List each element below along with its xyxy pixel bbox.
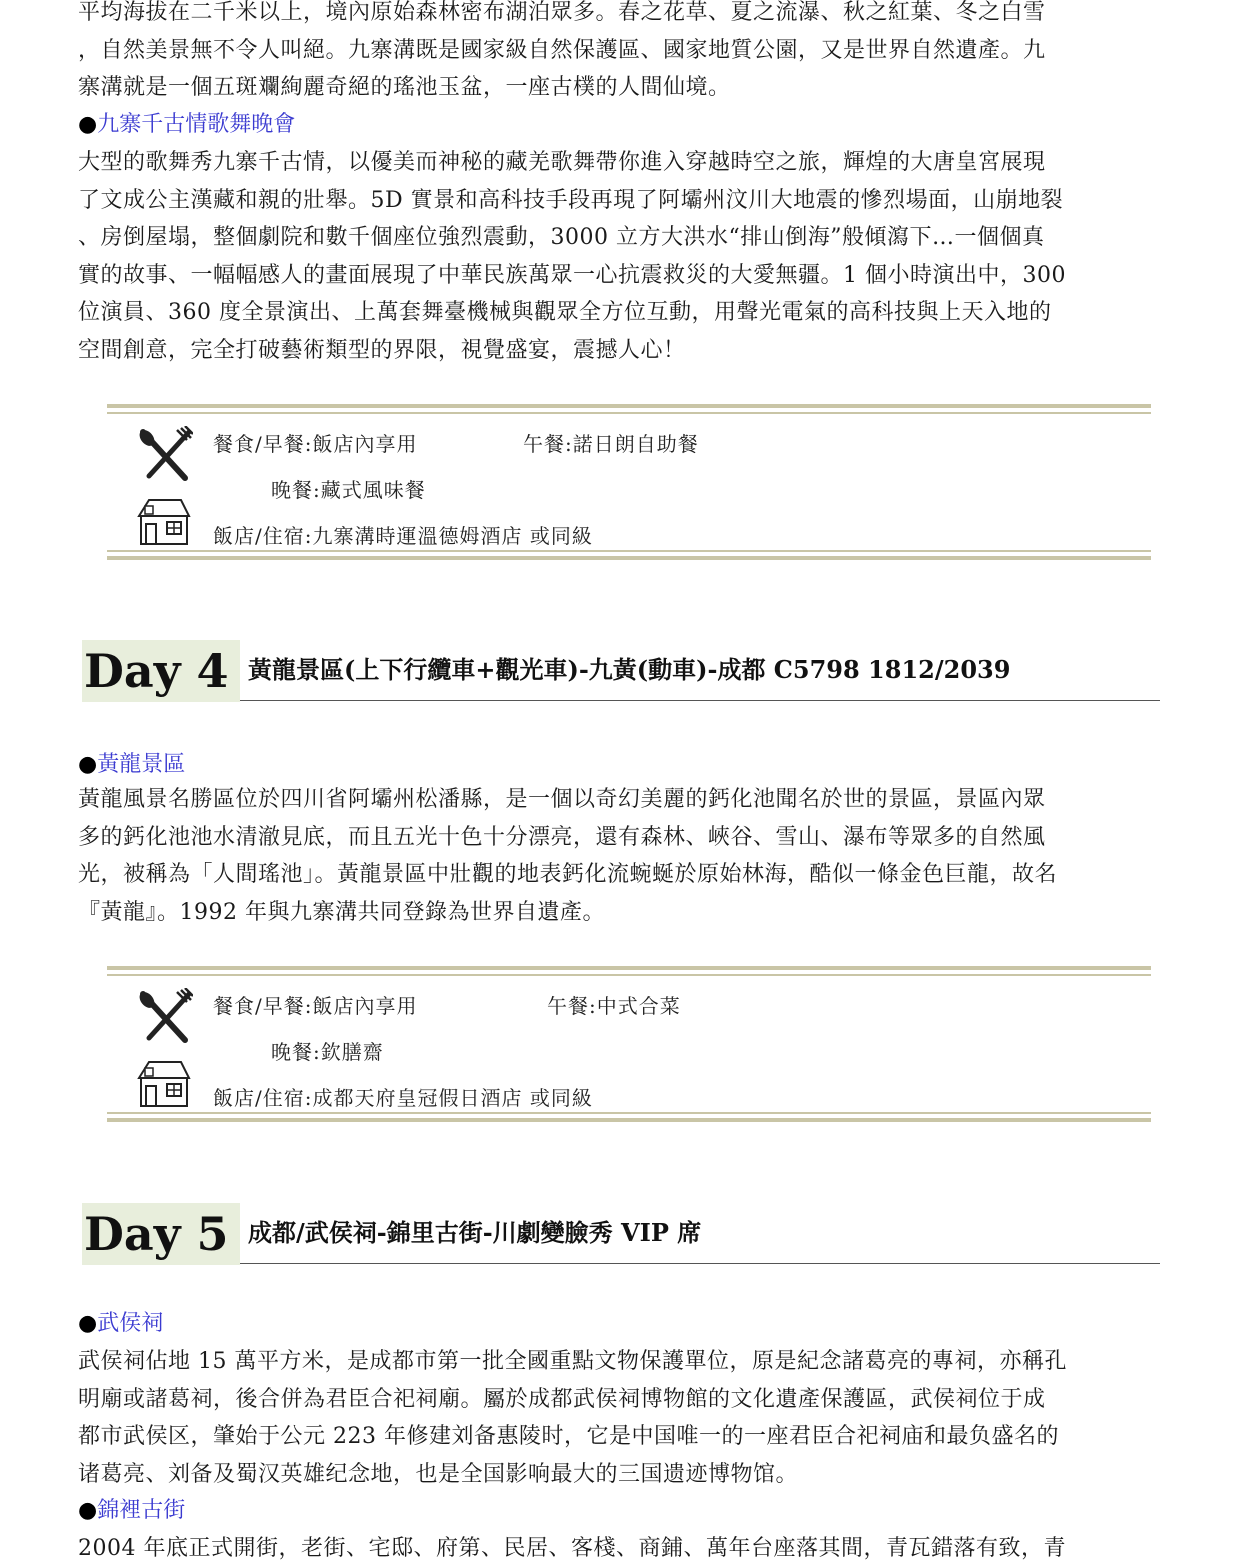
paragraph-line: 了文成公主漢藏和親的壯舉。5D 實景和高科技手段再現了阿壩州汶川大地震的慘烈場面，山崩地裂 (78, 187, 1064, 213)
paragraph-line: ，自然美景無不令人叫絕。九寨溝既是國家級自然保護區、國家地質公園，又是世界自然遺產。九 (78, 37, 1046, 63)
bullet-icon: ● (78, 112, 98, 137)
day-title: 黃龍景區(上下行纜車+觀光車)-九黃(動車)-成都 C5798 1812/2039 (248, 655, 1011, 684)
bottom-rule (107, 550, 1151, 560)
day-label: Day 4 (82, 640, 240, 702)
house-icon (137, 1058, 191, 1113)
paragraph-line: 、房倒屋塌，整個劇院和數千個座位強烈震動，3000 立方大洪水“排山倒海”般傾瀉下…一個個真 (78, 225, 1045, 250)
jinli-heading-title: 錦裡古街 (97, 1498, 186, 1523)
bullet-icon: ● (78, 752, 98, 777)
paragraph-line: 光，被稱為「人間瑤池」。黃龍景區中壯觀的地表鈣化流蜿蜒於原始林海，酷似一條金色巨龍，故名 (78, 862, 1058, 887)
wuhou-paragraph (78, 1343, 1168, 1493)
show-heading-title: 九寨千古情歌舞晚會 (97, 112, 296, 137)
paragraph-line: 都市武侯区，肇始于公元 223 年修建刘备惠陵时，它是中国唯一的一座君臣合祀祠庙和最负盛名的 (78, 1424, 1059, 1449)
paragraph-line: 平均海拔在二千米以上，境內原始森林密布湖泊眾多。春之花草、夏之流瀑、秋之紅葉、冬之白雪 (78, 0, 1046, 25)
day-underline (240, 1263, 1160, 1264)
bottom-rule (107, 1112, 1151, 1122)
bullet-icon: ● (78, 1498, 98, 1523)
meal-hotel-box-day4 (107, 966, 1151, 1122)
paragraph-line: 寨溝就是一個五斑斕絢麗奇絕的瑤池玉盆，一座古樸的人間仙境。 (78, 75, 731, 100)
jinli-heading (78, 1496, 185, 1526)
paragraph-line: 實的故事、一幅幅感人的畫面展現了中華民族萬眾一心抗震救災的大愛無疆。1 個小時演出中，300 (78, 262, 1066, 288)
jiuzhaigou-paragraph (78, 0, 1168, 107)
top-rule (107, 404, 1151, 414)
dinner-text: 晚餐:欽膳齋 (271, 1040, 384, 1064)
show-paragraph (78, 144, 1168, 369)
paragraph-line: 黃龍風景名勝區位於四川省阿壩州松潘縣，是一個以奇幻美麗的鈣化池聞名於世的景區，景區內眾 (78, 787, 1046, 812)
fork-knife-icon (137, 988, 193, 1051)
day-5-header (82, 1203, 1160, 1265)
paragraph-line: 『黃龍』。1992 年與九寨溝共同登錄為世界自遺產。 (78, 899, 605, 925)
show-heading (78, 110, 295, 140)
paragraph-line: 2004 年底正式開街，老街、宅邸、府第、民居、客棧、商鋪、萬年台座落其間，青瓦錯落有致，青 (78, 1536, 1066, 1561)
paragraph-line: 空間創意，完全打破藝術類型的界限，視覺盛宴，震撼人心！ (78, 337, 686, 363)
wuhou-heading-title: 武侯祠 (97, 1311, 164, 1336)
fork-knife-icon (137, 426, 193, 489)
wuhou-heading (78, 1309, 163, 1339)
huanglong-heading-title: 黃龍景區 (97, 752, 186, 777)
hotel-text: 飯店/住宿:成都天府皇冠假日酒店 或同級 (213, 1086, 593, 1110)
house-icon (137, 496, 191, 551)
breakfast-text: 餐食/早餐:飯店內享用 (213, 432, 418, 456)
day-4-header (82, 640, 1160, 702)
day-title: 成都/武侯祠-錦里古街-川劇變臉秀 VIP 席 (248, 1218, 702, 1247)
hotel-text: 飯店/住宿:九寨溝時運溫德姆酒店 或同級 (213, 524, 593, 548)
day-label: Day 5 (82, 1203, 240, 1265)
huanglong-paragraph (78, 781, 1168, 931)
paragraph-line: 多的鈣化池池水清澈見底，而且五光十色十分漂亮，還有森林、峽谷、雪山、瀑布等眾多的自然風 (78, 824, 1046, 850)
paragraph-line: 武侯祠佔地 15 萬平方米，是成都市第一批全國重點文物保護單位，原是紀念諸葛亮的專祠，亦稱孔 (78, 1349, 1067, 1374)
jinli-paragraph (78, 1530, 1168, 1568)
paragraph-line: 位演員、360 度全景演出、上萬套舞臺機械與觀眾全方位互動，用聲光電氣的高科技與上天入地的 (78, 300, 1052, 325)
huanglong-heading (78, 750, 185, 780)
lunch-text: 午餐:諾日朗自助餐 (523, 432, 699, 456)
meal-hotel-box-day3 (107, 404, 1151, 560)
day-underline (240, 700, 1160, 701)
bullet-icon: ● (78, 1311, 98, 1336)
lunch-text: 午餐:中式合菜 (547, 994, 681, 1018)
paragraph-line: 诸葛亮、刘备及蜀汉英雄纪念地，也是全国影响最大的三国遗迹博物馆。 (78, 1461, 799, 1487)
dinner-text: 晚餐:藏式風味餐 (271, 478, 426, 502)
paragraph-line: 明廟或諸葛祠，後合併為君臣合祀祠廟。屬於成都武侯祠博物館的文化遺產保護區，武侯祠位于成 (78, 1386, 1046, 1412)
top-rule (107, 966, 1151, 976)
breakfast-text: 餐食/早餐:飯店內享用 (213, 994, 418, 1018)
paragraph-line: 大型的歌舞秀九寨千古情，以優美而神秘的藏羌歌舞帶你進入穿越時空之旅，輝煌的大唐皇宮展現 (78, 150, 1046, 175)
